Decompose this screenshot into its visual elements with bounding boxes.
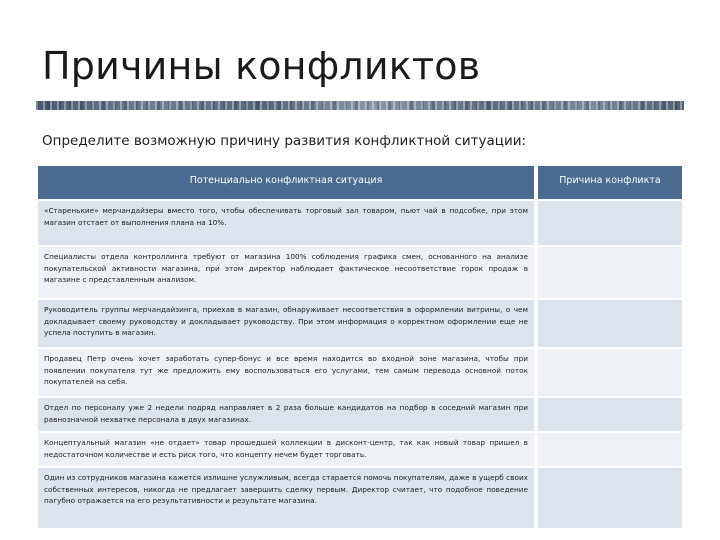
situation-cell: Специалисты отдела контроллинга требуют от магазина 100% соблюдения графика смен, основанного на анализе покупательской активности магазина, при этом директор наблюдает фактическое несоответствие горок продаж в магазине с представленным анализом. bbox=[38, 247, 534, 298]
cause-cell[interactable] bbox=[538, 349, 682, 396]
title-underline-bar bbox=[36, 101, 684, 110]
column-header-cause: Причина конфликта bbox=[538, 166, 682, 199]
situation-cell: Концептуальный магазин «не отдает» товар прошедшей коллекции в дисконт-центр, так как новый товар пришел в недостаточном количестве и есть риск того, что концепту нечем будет торговать. bbox=[38, 433, 534, 466]
cause-cell[interactable] bbox=[538, 398, 682, 431]
cause-cell[interactable] bbox=[538, 433, 682, 466]
cause-cell[interactable] bbox=[538, 300, 682, 347]
page-title: Причины конфликтов bbox=[42, 44, 481, 88]
cause-cell[interactable] bbox=[538, 468, 682, 528]
situation-cell: Руководитель группы мерчандайзинга, приехав в магазин, обнаруживает несоответствия в оформлении витрины, о чем докладывает своему руководству и докладывает руководству. При этом информация о корректном оформлении еще не успела поступить в магазин. bbox=[38, 300, 534, 347]
situation-cell: Один из сотрудников магазина кажется излишне услужливым, всегда старается помочь покупателям, даже в ущерб своих собственных интересов, никогда не предлагает завершить сделку первым. Директор считает, что подобное поведение пагубно отражается на его результативности и результате магазина. bbox=[38, 468, 534, 528]
task-instruction: Определите возможную причину развития конфликтной ситуации: bbox=[42, 133, 527, 149]
table-header-row bbox=[38, 166, 682, 199]
situation-cell: «Старенькие» мерчандайзеры вместо того, чтобы обеспечивать торговый зал товаром, пьют чай в подсобке, при этом магазин отстает от выполнения плана на 10%. bbox=[38, 201, 534, 245]
situation-cell: Продавец Петр очень хочет заработать супер-бонус и все время находится во входной зоне магазина, чтобы при появлении покупателя тут же предложить ему воспользоваться его услугами, тем самым перевода основной поток покупателей на себя. bbox=[38, 349, 534, 396]
conflict-situations-table bbox=[38, 164, 682, 530]
situation-cell: Отдел по персоналу уже 2 недели подряд направляет в 2 раза больше кандидатов на подбор в соседний магазин при равнозначной нехватке персонала в двух магазинах. bbox=[38, 398, 534, 431]
table-row bbox=[38, 398, 682, 431]
cause-cell[interactable] bbox=[538, 201, 682, 245]
column-header-situation: Потенциально конфликтная ситуация bbox=[38, 166, 534, 199]
table-row bbox=[38, 349, 682, 396]
cause-cell[interactable] bbox=[538, 247, 682, 298]
table-row bbox=[38, 201, 682, 245]
table-row bbox=[38, 247, 682, 298]
table-row bbox=[38, 468, 682, 528]
table-row bbox=[38, 433, 682, 466]
table-row bbox=[38, 300, 682, 347]
